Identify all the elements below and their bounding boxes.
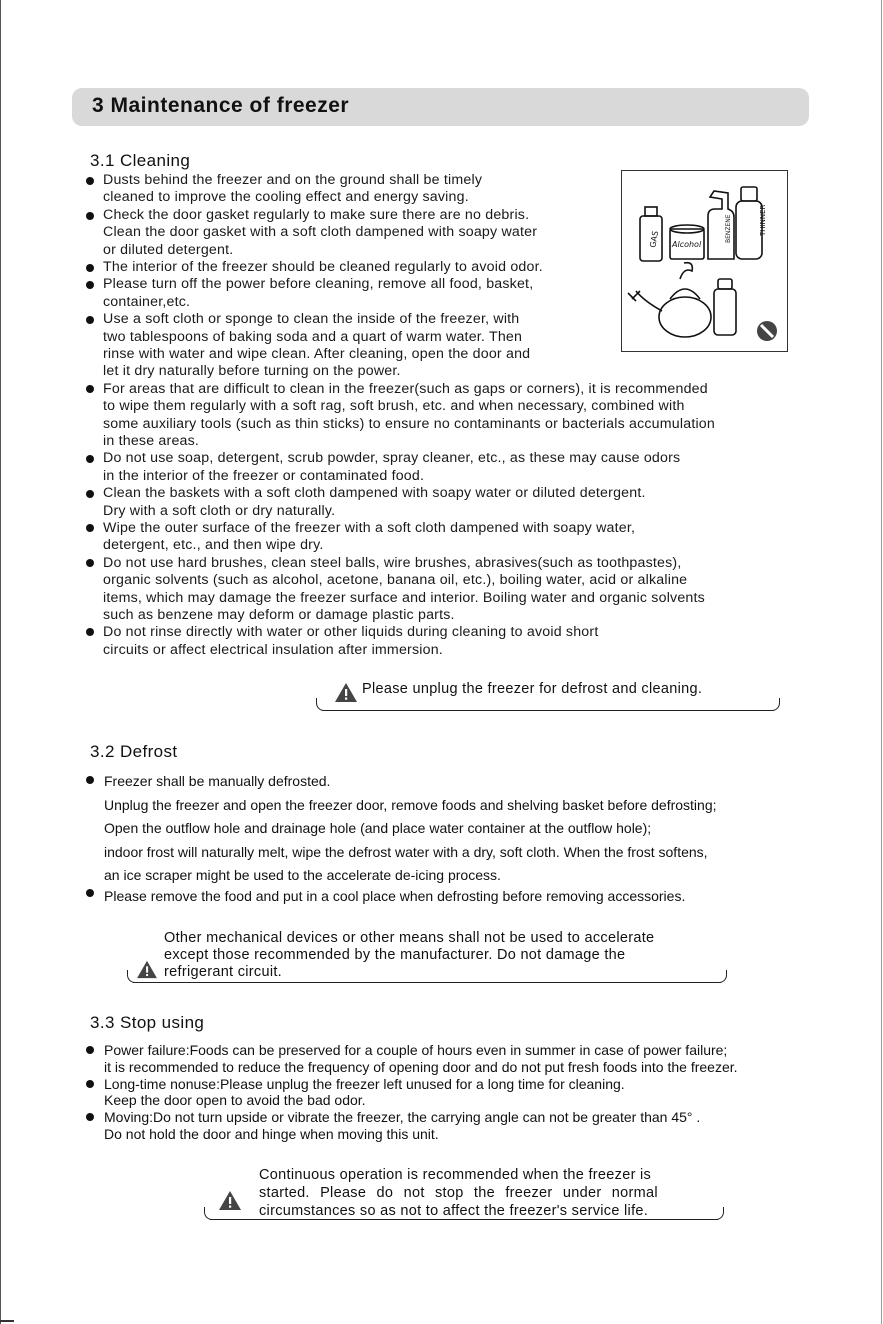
cleaning-line: Do not use soap, detergent, scrub powder, spray cleaner, etc., as these may cause odors bbox=[103, 450, 681, 467]
bullet bbox=[86, 776, 94, 784]
cleaning-heading: 3.1 Cleaning bbox=[90, 151, 191, 170]
stop-line: it is recommended to reduce the frequency of opening door and do not put fresh foods into the freezer. bbox=[104, 1058, 738, 1075]
stop-note-line: circumstances so as not to affect the freezer's service life. bbox=[259, 1203, 649, 1219]
defrost-line: Open the outflow hole and drainage hole (and place water container at the outflow hole); bbox=[104, 820, 652, 836]
thinner-label: THINNER bbox=[759, 204, 767, 236]
page-edge-left bbox=[0, 0, 1, 1324]
stop-line: Keep the door open to avoid the bad odor. bbox=[104, 1092, 366, 1109]
chemicals-drawing bbox=[622, 171, 787, 351]
stop-line: Power failure:Foods can be preserved for a couple of hours even in summer in case of power failure; bbox=[104, 1042, 728, 1058]
cleaning-line: Clean the baskets with a soft cloth dampened with soapy water or diluted detergent. bbox=[103, 485, 646, 502]
benzene-label: BENZENE bbox=[725, 214, 732, 243]
bullet bbox=[86, 524, 94, 532]
cleaning-line: some auxiliary tools (such as thin sticks) to ensure no contaminants or bacterials accumulation bbox=[103, 415, 715, 432]
defrost-note-line: Other mechanical devices or other means shall not be used to accelerate bbox=[164, 930, 655, 946]
cleaning-line: Clean the door gasket with a soft cloth dampened with soapy water bbox=[103, 224, 538, 241]
page-title: 3 Maintenance of freezer bbox=[92, 94, 350, 117]
cleaning-line: or diluted detergent. bbox=[103, 241, 234, 258]
bullet bbox=[86, 177, 94, 185]
cleaning-line: in these areas. bbox=[103, 433, 200, 449]
cleaning-line: container,etc. bbox=[103, 293, 191, 310]
defrost-line: Please remove the food and put in a cool place when defrosting before removing accessories. bbox=[104, 888, 686, 904]
cleaning-line: cleaned to improve the cooling effect and energy saving. bbox=[103, 189, 469, 206]
bullet bbox=[86, 281, 94, 289]
cleaning-line: detergent, etc., and then wipe dry. bbox=[103, 537, 324, 554]
stop-line: Long-time nonuse:Please unplug the freezer left unused for a long time for cleaning. bbox=[104, 1075, 625, 1092]
cleaning-line: circuits or affect electrical insulation after immersion. bbox=[103, 641, 443, 658]
alcohol-label: Alcohol bbox=[672, 240, 702, 249]
warning-icon bbox=[218, 1190, 242, 1211]
section-title-bar bbox=[72, 88, 809, 126]
stop-heading: 3.3 Stop using bbox=[90, 1013, 205, 1032]
page-edge-right bbox=[881, 0, 882, 1324]
gas-label: GAS bbox=[648, 230, 661, 249]
cleaning-line: Check the door gasket regularly to make sure there are no debris. bbox=[103, 206, 530, 223]
cleaning-line: to wipe them regularly with a soft rag, soft brush, etc. and when necessary, combined with bbox=[103, 398, 685, 415]
prohibited-icon bbox=[757, 321, 777, 341]
bullet bbox=[86, 889, 94, 897]
bullet bbox=[86, 490, 94, 498]
stop-line: Moving:Do not turn upside or vibrate the freezer, the carrying angle can not be greater than 45° . bbox=[104, 1109, 701, 1126]
defrost-heading: 3.2 Defrost bbox=[90, 742, 178, 761]
warning-icon bbox=[136, 960, 158, 979]
warning-icon bbox=[334, 682, 358, 703]
defrost-line: Unplug the freezer and open the freezer door, remove foods and shelving basket before defrosting; bbox=[104, 796, 717, 813]
cleaning-line: Do not use hard brushes, clean steel balls, wire brushes, abrasives(such as toothpastes), bbox=[103, 554, 682, 571]
bullet bbox=[86, 628, 94, 636]
cleaning-line: two tablespoons of baking soda and a quart of warm water. Then bbox=[103, 328, 523, 345]
cleaning-line: such as benzene may deform or damage plastic parts. bbox=[103, 607, 455, 623]
defrost-note-line: refrigerant circuit. bbox=[164, 964, 283, 980]
cleaning-line: Dry with a soft cloth or dry naturally. bbox=[103, 502, 336, 519]
cleaning-line: The interior of the freezer should be cleaned regularly to avoid odor. bbox=[103, 259, 543, 275]
page-edge-mark bbox=[0, 1320, 14, 1322]
cleaning-line: rinse with water and wipe clean. After cleaning, open the door and bbox=[103, 346, 531, 362]
stop-note-line: Continuous operation is recommended when the freezer is bbox=[259, 1167, 652, 1183]
bullet bbox=[86, 559, 94, 567]
defrost-line: an ice scraper might be used to the accelerate de-icing process. bbox=[104, 867, 501, 883]
cleaning-line: Use a soft cloth or sponge to clean the inside of the freezer, with bbox=[103, 311, 520, 328]
unplug-note: Please unplug the freezer for defrost and cleaning. bbox=[362, 681, 703, 697]
bullet bbox=[86, 1113, 94, 1121]
bullet bbox=[86, 385, 94, 393]
stop-line: Do not hold the door and hinge when moving this unit. bbox=[104, 1126, 439, 1142]
cleaning-line: Please turn off the power before cleaning, remove all food, basket, bbox=[103, 276, 534, 293]
bullet bbox=[86, 316, 94, 324]
cleaning-line: in the interior of the freezer or contaminated food. bbox=[103, 467, 425, 484]
defrost-note-line: except those recommended by the manufacturer. Do not damage the bbox=[164, 947, 626, 963]
defrost-line: indoor frost will naturally melt, wipe the defrost water with a dry, soft cloth. When the frost softens, bbox=[104, 843, 708, 860]
cleaning-line: let it dry naturally before turning on the power. bbox=[103, 363, 401, 380]
cleaning-line: organic solvents (such as alcohol, acetone, banana oil, etc.), boiling water, acid or alkaline bbox=[103, 572, 688, 589]
bullet bbox=[86, 455, 94, 463]
cleaning-line: Do not rinse directly with water or other liquids during cleaning to avoid short bbox=[103, 624, 599, 641]
defrost-line: Freezer shall be manually defrosted. bbox=[104, 773, 331, 789]
stop-note-line: started. Please do not stop the freezer under normal bbox=[259, 1185, 658, 1201]
cleaning-line: Dusts behind the freezer and on the ground shall be timely bbox=[103, 172, 483, 188]
chemicals-illustration bbox=[621, 170, 788, 352]
cleaning-line: Wipe the outer surface of the freezer with a soft cloth dampened with soapy water, bbox=[103, 520, 636, 536]
unplug-note-frame bbox=[322, 698, 774, 711]
bullet bbox=[86, 1046, 94, 1054]
bullet bbox=[86, 1080, 94, 1088]
cleaning-line: items, which may damage the freezer surface and interior. Boiling water and organic solvents bbox=[103, 589, 705, 606]
bullet bbox=[86, 212, 94, 220]
bullet bbox=[86, 264, 94, 272]
cleaning-line: For areas that are difficult to clean in the freezer(such as gaps or corners), it is recommended bbox=[103, 380, 708, 397]
